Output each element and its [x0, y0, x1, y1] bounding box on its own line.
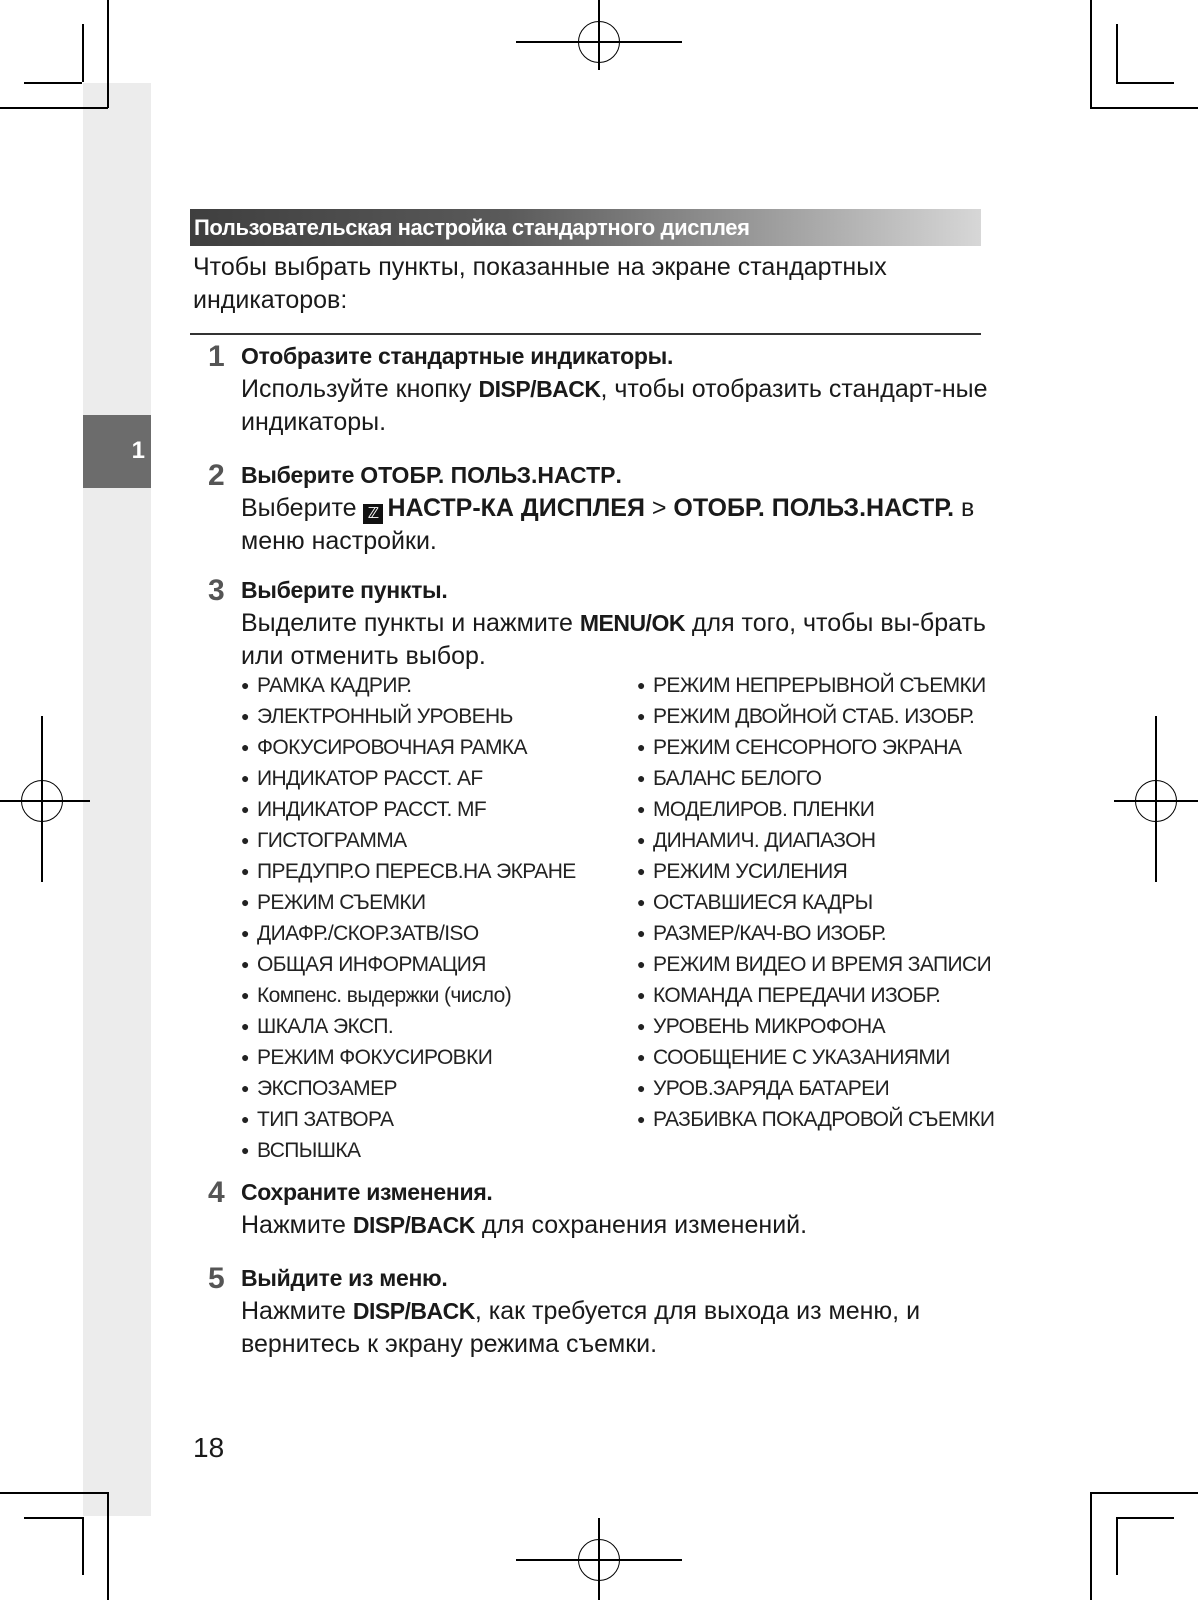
list-item: ● ЭКСПОЗАМЕР	[241, 1077, 397, 1100]
list-item: ● РЕЖИМ ВИДЕО И ВРЕМЯ ЗАПИСИ	[637, 953, 992, 976]
step-title: Отобразите стандартные индикаторы.	[241, 343, 674, 369]
list-item: ● ФОКУСИРОВОЧНАЯ РАМКА	[241, 736, 527, 759]
section-heading-bar	[190, 209, 981, 246]
display-items-left	[241, 670, 576, 1166]
list-item: ● ИНДИКАТОР РАССТ. AF	[241, 767, 483, 790]
section-heading: Пользовательская настройка стандартного дисплея	[194, 215, 750, 240]
step-text: Нажмите DISP/BACK для сохранения изменений.	[241, 1211, 808, 1239]
step-number: 1	[208, 340, 225, 373]
divider	[190, 333, 981, 335]
step-number: 4	[208, 1176, 225, 1209]
step-text: Выберите ℤ НАСТР-КА ДИСПЛЕЯ > ОТОБР. ПОЛЬЗ.НАСТР. в меню настройки.	[241, 494, 975, 555]
list-item: ● ВСПЫШКА	[241, 1139, 361, 1162]
list-item: ● ДИАФР./СКОР.ЗАТВ/ISO	[241, 922, 479, 945]
list-item: ● ОСТАВШИЕСЯ КАДРЫ	[637, 891, 873, 914]
list-item: ● РЕЖИМ ФОКУСИРОВКИ	[241, 1046, 493, 1069]
list-item: ● ГИСТОГРАММА	[241, 829, 407, 852]
list-item: ● РАЗБИВКА ПОКАДРОВОЙ СЪЕМКИ	[637, 1108, 995, 1131]
step-number: 3	[208, 574, 225, 607]
list-item: ● БАЛАНС БЕЛОГО	[637, 767, 822, 790]
registration-mark-left	[0, 716, 90, 882]
chapter-number: 1	[131, 437, 145, 464]
step-title: Сохраните изменения.	[241, 1179, 493, 1205]
list-item: ● РЕЖИМ ДВОЙНОЙ СТАБ. ИЗОБР.	[637, 705, 975, 728]
intro-text: Чтобы выбрать пункты, показанные на экране стандартных индикаторов:	[193, 253, 887, 314]
list-item: ● Компенс. выдержки (число)	[241, 984, 512, 1007]
list-item: ● РАМКА КАДРИР.	[241, 674, 412, 697]
setup-icon: ℤ	[363, 504, 383, 524]
menu-path-1: НАСТР-КА ДИСПЛЕЯ	[387, 494, 645, 522]
list-item: ● ПРЕДУПР.О ПЕРЕСВ.НА ЭКРАНЕ	[241, 860, 576, 883]
list-item: ● ТИП ЗАТВОРА	[241, 1108, 394, 1131]
registration-mark-bottom	[516, 1518, 682, 1600]
list-item: ● ИНДИКАТОР РАССТ. MF	[241, 798, 487, 821]
step-title: Выйдите из меню.	[241, 1265, 448, 1291]
list-item: ● ДИНАМИЧ. ДИАПАЗОН	[637, 829, 876, 852]
registration-mark-right	[1114, 716, 1198, 882]
display-items-right	[637, 670, 994, 1135]
list-item: ● РАЗМЕР/КАЧ-ВО ИЗОБР.	[637, 922, 886, 945]
chapter-tab	[83, 415, 151, 488]
menu-item-name: ОТОБР. ПОЛЬЗ.НАСТР	[360, 462, 616, 488]
menu-path-2: ОТОБР. ПОЛЬЗ.НАСТР.	[673, 494, 955, 522]
list-item: ● МОДЕЛИРОВ. ПЛЕНКИ	[637, 798, 875, 821]
list-item: ● РЕЖИМ СЕНСОРНОГО ЭКРАНА	[637, 736, 962, 759]
step-number: 5	[208, 1262, 225, 1295]
disp-back-button-label: DISP/BACK	[352, 1298, 475, 1324]
step-text: Используйте кнопку DISP/BACK, чтобы отобразить стандарт-ные индикаторы.	[241, 375, 988, 436]
step-text: Нажмите DISP/BACK, как требуется для выхода из меню, и вернитесь к экрану режима съемки.	[241, 1297, 921, 1358]
list-item: ● СООБЩЕНИЕ С УКАЗАНИЯМИ	[637, 1046, 950, 1069]
step-number: 2	[208, 459, 225, 492]
list-item: ● ЭЛЕКТРОННЫЙ УРОВЕНЬ	[241, 705, 513, 728]
step-title: Выберите пункты.	[241, 577, 448, 603]
list-item: ● ОБЩАЯ ИНФОРМАЦИЯ	[241, 953, 486, 976]
list-item: ● УРОВЕНЬ МИКРОФОНА	[637, 1015, 885, 1038]
list-item: ● УРОВ.ЗАРЯДА БАТАРЕИ	[637, 1077, 890, 1100]
list-item: ● КОМАНДА ПЕРЕДАЧИ ИЗОБР.	[637, 984, 941, 1007]
list-item: ● РЕЖИМ НЕПРЕРЫВНОЙ СЪЕМКИ	[637, 674, 986, 697]
registration-mark-top	[516, 0, 682, 70]
page-number: 18	[193, 1432, 225, 1463]
step-text: Выделите пункты и нажмите MENU/OK для того, чтобы вы-брать или отменить выбор.	[241, 609, 986, 670]
margin-strip	[83, 83, 151, 1516]
list-item: ● ШКАЛА ЭКСП.	[241, 1015, 394, 1038]
menu-ok-button-label: MENU/OK	[579, 610, 685, 636]
disp-back-button-label: DISP/BACK	[478, 376, 601, 402]
step-title: Выберите ОТОБР. ПОЛЬЗ.НАСТР.	[241, 462, 622, 488]
list-item: ● РЕЖИМ УСИЛЕНИЯ	[637, 860, 848, 883]
disp-back-button-label: DISP/BACK	[352, 1212, 475, 1238]
list-item: ● РЕЖИМ СЪЕМКИ	[241, 891, 426, 914]
